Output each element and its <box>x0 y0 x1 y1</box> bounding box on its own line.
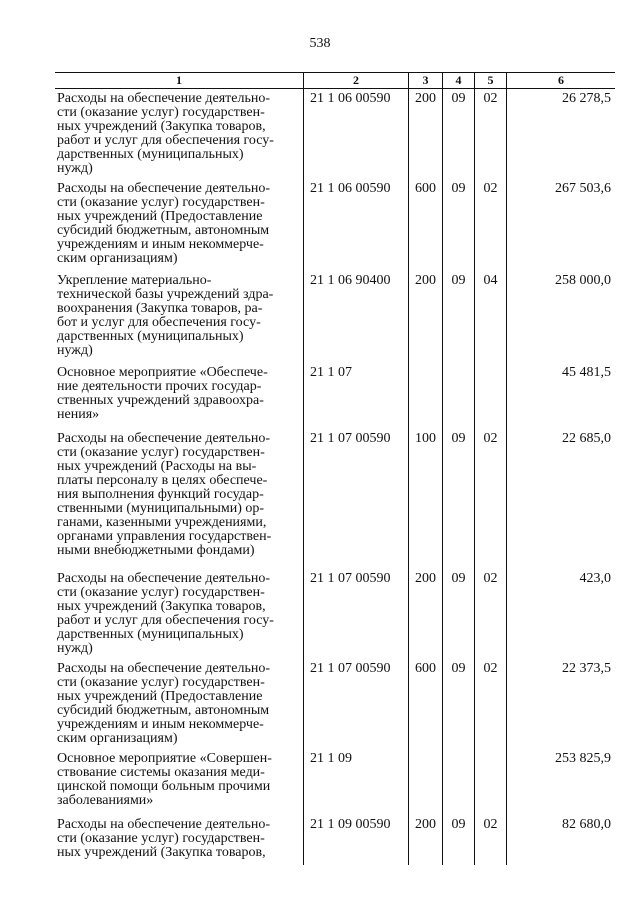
row-col-3: 200 <box>408 271 442 363</box>
description-line: органами управления государствен- <box>57 529 272 544</box>
row-col-5: 02 <box>474 429 506 569</box>
description-line: Расходы на обеспечение деятельно- <box>57 571 270 586</box>
row-col-3 <box>408 363 442 429</box>
description-line: ными внебюджетными фондами) <box>57 543 255 558</box>
row-col-4: 09 <box>442 659 474 749</box>
description-line: сти (оказание услуг) государствен- <box>57 445 265 460</box>
table-row <box>55 271 615 363</box>
description-line: учреждениям и иным некоммерче- <box>57 237 264 252</box>
description-line: заболеваниями» <box>57 793 154 808</box>
description-line: Расходы на обеспечение деятельно- <box>57 661 270 676</box>
row-amount: 423,0 <box>506 569 615 659</box>
row-col-5: 02 <box>474 659 506 749</box>
row-amount: 267 503,6 <box>506 179 615 271</box>
row-description <box>55 749 303 815</box>
description-line: дарственных (муниципальных) <box>57 329 244 344</box>
row-amount: 45 481,5 <box>506 363 615 429</box>
description-line: Основное мероприятие «Совершен- <box>57 751 272 766</box>
row-col-3 <box>408 749 442 815</box>
row-description <box>55 179 303 271</box>
row-code: 21 1 09 00590 <box>303 815 408 865</box>
description-line: бот и услуг для обеспечения госу- <box>57 315 261 330</box>
row-amount: 22 373,5 <box>506 659 615 749</box>
row-code: 21 1 06 00590 <box>303 179 408 271</box>
description-line: ганами, казенными учреждениями, <box>57 515 267 530</box>
row-col-3: 600 <box>408 179 442 271</box>
row-col-4 <box>442 749 474 815</box>
row-amount: 22 685,0 <box>506 429 615 569</box>
row-code: 21 1 09 <box>303 749 408 815</box>
row-col-3: 200 <box>408 89 442 179</box>
row-description <box>55 89 303 179</box>
row-col-4: 09 <box>442 569 474 659</box>
row-description <box>55 271 303 363</box>
page-number: 538 <box>309 36 331 51</box>
row-code: 21 1 07 00590 <box>303 569 408 659</box>
description-line: дарственных (муниципальных) <box>57 627 244 642</box>
row-col-5 <box>474 749 506 815</box>
description-line: Укрепление материально- <box>57 273 212 288</box>
row-col-5: 02 <box>474 89 506 179</box>
row-col-4: 09 <box>442 179 474 271</box>
description-line: платы персоналу в целях обеспече- <box>57 473 268 488</box>
row-description <box>55 569 303 659</box>
row-col-5: 04 <box>474 271 506 363</box>
row-amount: 82 680,0 <box>506 815 615 865</box>
description-line: Расходы на обеспечение деятельно- <box>57 91 270 106</box>
row-code: 21 1 06 90400 <box>303 271 408 363</box>
row-col-5: 02 <box>474 815 506 865</box>
description-line: сти (оказание услуг) государствен- <box>57 675 265 690</box>
row-code: 21 1 07 <box>303 363 408 429</box>
description-line: ственными (муниципальными) ор- <box>57 501 265 516</box>
row-col-5: 02 <box>474 569 506 659</box>
row-col-3: 100 <box>408 429 442 569</box>
description-line: ским организациям) <box>57 731 178 746</box>
header-col-4: 4 <box>442 73 474 88</box>
header-col-1: 1 <box>176 73 182 87</box>
table-row <box>55 569 615 659</box>
row-col-4 <box>442 363 474 429</box>
row-col-3: 600 <box>408 659 442 749</box>
row-description <box>55 659 303 749</box>
description-line: субсидий бюджетным, автономным <box>57 703 270 718</box>
table-row <box>55 363 615 429</box>
table-header <box>55 72 615 89</box>
table-row <box>55 89 615 179</box>
description-line: ных учреждений (Предоставление <box>57 209 263 224</box>
description-line: ния выполнения функций государ- <box>57 487 264 502</box>
description-line: нужд) <box>57 161 93 176</box>
description-line: сти (оказание услуг) государствен- <box>57 195 265 210</box>
row-col-3: 200 <box>408 569 442 659</box>
table-row <box>55 659 615 749</box>
description-line: ных учреждений (Предоставление <box>57 689 263 704</box>
description-line: учреждениям и иным некоммерче- <box>57 717 264 732</box>
row-description <box>55 363 303 429</box>
description-line: ных учреждений (Закупка товаров, <box>57 599 266 614</box>
description-line: нужд) <box>57 641 93 656</box>
description-line: Расходы на обеспечение деятельно- <box>57 431 270 446</box>
description-line: нужд) <box>57 343 93 358</box>
description-line: ных учреждений (Закупка товаров, <box>57 845 266 860</box>
description-line: сти (оказание услуг) государствен- <box>57 105 265 120</box>
header-col-6: 6 <box>506 73 615 88</box>
description-line: работ и услуг для обеспечения госу- <box>57 133 274 148</box>
row-description <box>55 429 303 569</box>
table-row <box>55 749 615 815</box>
description-line: воохранения (Закупка товаров, ра- <box>57 301 263 316</box>
table-row <box>55 815 615 865</box>
row-col-4: 09 <box>442 815 474 865</box>
description-line: ствование системы оказания меди- <box>57 765 265 780</box>
row-description <box>55 815 303 865</box>
header-col-2: 2 <box>303 73 408 88</box>
description-line: технической базы учреждений здра- <box>57 287 274 302</box>
row-amount: 253 825,9 <box>506 749 615 815</box>
description-line: цинской помощи больным прочими <box>57 779 271 794</box>
description-line: дарственных (муниципальных) <box>57 147 244 162</box>
row-code: 21 1 07 00590 <box>303 659 408 749</box>
budget-table <box>55 72 615 865</box>
description-line: ных учреждений (Расходы на вы- <box>57 459 257 474</box>
header-col-3: 3 <box>408 73 442 88</box>
description-line: сти (оказание услуг) государствен- <box>57 585 265 600</box>
description-line: Расходы на обеспечение деятельно- <box>57 181 270 196</box>
row-amount: 26 278,5 <box>506 89 615 179</box>
row-col-4: 09 <box>442 429 474 569</box>
description-line: ных учреждений (Закупка товаров, <box>57 119 266 134</box>
row-code: 21 1 07 00590 <box>303 429 408 569</box>
description-line: Расходы на обеспечение деятельно- <box>57 817 270 832</box>
row-col-5 <box>474 363 506 429</box>
header-col-5: 5 <box>474 73 506 88</box>
row-col-3: 200 <box>408 815 442 865</box>
table-row <box>55 429 615 569</box>
row-col-5: 02 <box>474 179 506 271</box>
description-line: ским организациям) <box>57 251 178 266</box>
description-line: нения» <box>57 407 100 422</box>
description-line: ние деятельности прочих государ- <box>57 379 262 394</box>
description-line: сти (оказание услуг) государствен- <box>57 831 265 846</box>
table-body <box>55 89 615 865</box>
row-amount: 258 000,0 <box>506 271 615 363</box>
row-col-4: 09 <box>442 89 474 179</box>
description-line: ственных учреждений здравоохра- <box>57 393 264 408</box>
row-code: 21 1 06 00590 <box>303 89 408 179</box>
description-line: Основное мероприятие «Обеспече- <box>57 365 268 380</box>
table-row <box>55 179 615 271</box>
description-line: работ и услуг для обеспечения госу- <box>57 613 274 628</box>
description-line: субсидий бюджетным, автономным <box>57 223 270 238</box>
row-col-4: 09 <box>442 271 474 363</box>
